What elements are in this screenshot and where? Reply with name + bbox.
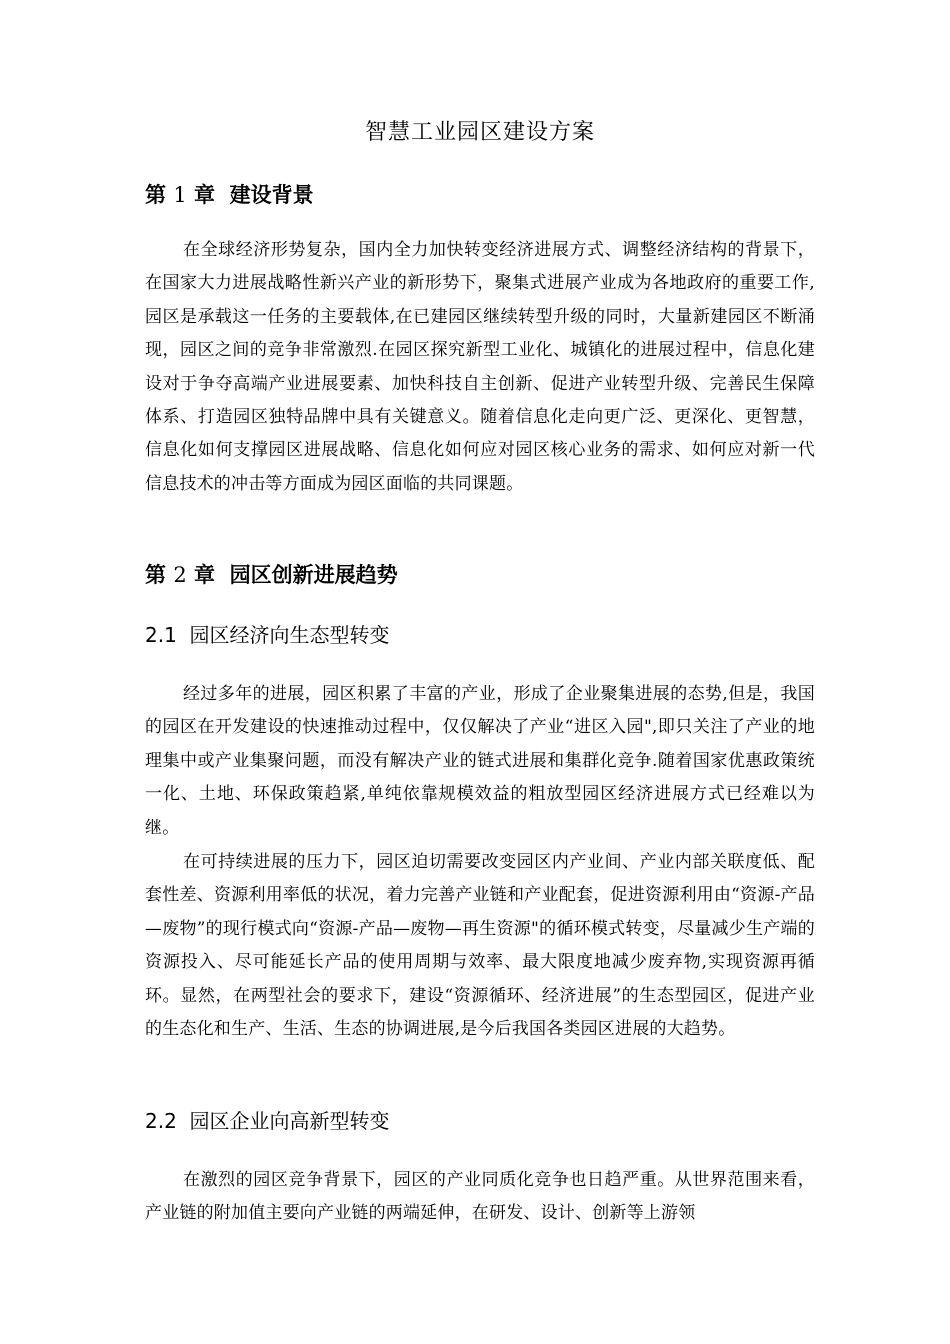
section-2-1-paragraph-2: 在可持续进展的压力下，园区迫切需要改变园区内产业间、产业内部关联度低、配套性差、资源利用率低的状况，着力完善产业链和产业配套，促进资源利用由“资源-产品—废物”的现行模式向“资源-产品—废物—再生资源"的循环模式转变，尽量减少生产端的资源投入、尽可能延长产品的使用周期与效率、最大限度地减少废弃物,实现资源再循环。显然，在两型社会的要求下，建设“资源循环、经济进展”的生态型园区，促进产业的生态化和生产、生活、生态的协调进展,是今后我国各类园区进展的大趋势。 xyxy=(145,852,815,1040)
chapter-suffix: 章 xyxy=(194,183,215,207)
chapter-title: 园区创新进展趋势 xyxy=(229,563,398,587)
section-2-1-heading xyxy=(145,620,390,650)
section-number: 2.2 xyxy=(145,1109,177,1133)
chapter-number: 2 xyxy=(173,563,187,587)
section-2-2-heading xyxy=(145,1106,390,1136)
chapter-suffix: 章 xyxy=(194,563,215,587)
chapter-prefix: 第 xyxy=(145,183,166,207)
document-title: 智慧工业园区建设方案 xyxy=(364,120,595,145)
chapter-title: 建设背景 xyxy=(229,183,314,207)
section-number: 2.1 xyxy=(145,623,177,647)
chapter-1-paragraph: 在全球经济形势复杂，国内全力加快转变经济进展方式、调整经济结构的背景下，在国家大力进展战略性新兴产业的新形势下，聚集式进展产业成为各地政府的重要工作,园区是承载这一任务的主要载体,在已建园区继续转型升级的同时，大量新建园区不断涌现，园区之间的竞争非常激烈.在园区探究新型工业化、城镇化的进展过程中，信息化建设对于争夺高端产业进展要素、加快科技自主创新、促进产业转型升级、完善民生保障体系、打造园区独特品牌中具有关键意义。随着信息化走向更广泛、更深化、更智慧，信息化如何支撑园区进展战略、信息化如何应对园区核心业务的需求、如何应对新一代信息技术的冲击等方面成为园区面临的共同课题。 xyxy=(145,240,815,494)
chapter-2-heading xyxy=(145,560,398,590)
section-title: 园区企业向高新型转变 xyxy=(189,1109,390,1133)
section-2-1-paragraph-1: 经过多年的进展，园区积累了丰富的产业，形成了企业聚集进展的态势,但是，我国的园区在开发建设的快速推动过程中，仅仅解决了产业“进区入园",即只关注了产业的地理集中或产业集聚问题，而没有解决产业的链式进展和集群化竞争.随着国家优惠政策统一化、土地、环保政策趋紧,单纯依靠规模效益的粗放型园区经济进展方式已经难以为继。 xyxy=(145,684,815,838)
section-title: 园区经济向生态型转变 xyxy=(189,623,390,647)
chapter-prefix: 第 xyxy=(145,563,166,587)
section-2-2-paragraph-1: 在激烈的园区竞争背景下，园区的产业同质化竞争也日趋严重。从世界范围来看，产业链的附加值主要向产业链的两端延伸，在研发、设计、创新等上游领 xyxy=(145,1170,815,1224)
chapter-1-heading xyxy=(145,180,314,210)
chapter-number: 1 xyxy=(173,183,187,207)
